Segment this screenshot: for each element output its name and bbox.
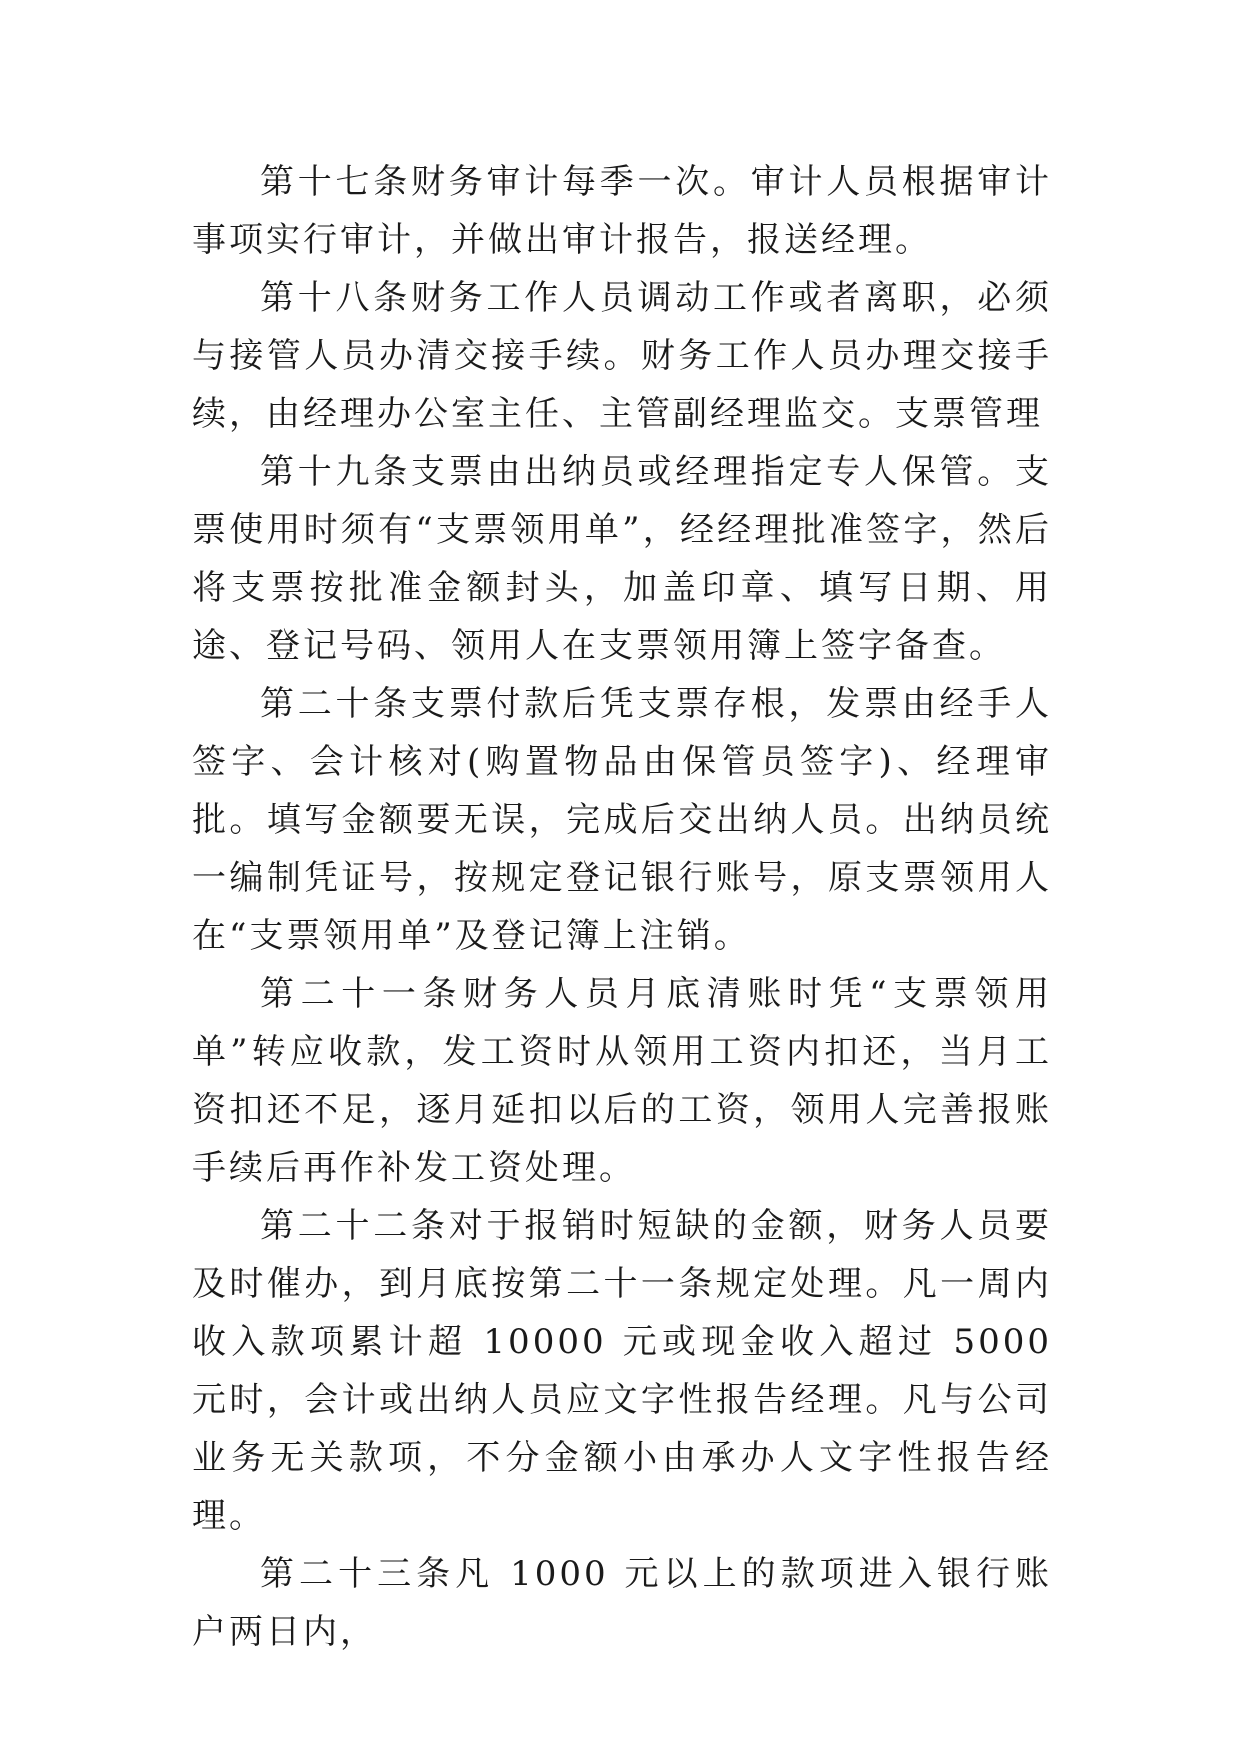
paragraph-article-22: 第二十二条对于报销时短缺的金额，财务人员要及时催办，到月底按第二十一条规定处理。凡一周内收入款项累计超 10000 元或现金收入超过 5000 元时，会计或出纳人员应文字性报告经理。凡与公司业务无关款项，不分金额小由承办人文字性报告经理。 bbox=[192, 1206, 1052, 1536]
paragraph-article-18: 第十八条财务工作人员调动工作或者离职，必须与接管人员办清交接手续。财务工作人员办理交接手续，由经理办公室主任、主管副经理监交。支票管理 bbox=[192, 278, 1052, 434]
paragraph-article-17: 第十七条财务审计每季一次。审计人员根据审计事项实行审计，并做出审计报告，报送经理。 bbox=[192, 162, 1052, 260]
paragraph-article-20: 第二十条支票付款后凭支票存根，发票由经手人签字、会计核对(购置物品由保管员签字)、经理审批。填写金额要无误，完成后交出纳人员。出纳员统一编制凭证号，按规定登记银行账号，原支票领用人在“支票领用单”及登记簿上注销。 bbox=[192, 684, 1052, 956]
paragraph-article-19: 第十九条支票由出纳员或经理指定专人保管。支票使用时须有“支票领用单”，经经理批准签字，然后将支票按批准金额封头，加盖印章、填写日期、用途、登记号码、领用人在支票领用簿上签字备查。 bbox=[192, 452, 1052, 666]
document-body bbox=[192, 153, 1052, 1661]
paragraph-article-21: 第二十一条财务人员月底清账时凭“支票领用单”转应收款，发工资时从领用工资内扣还，当月工资扣还不足，逐月延扣以后的工资，领用人完善报账手续后再作补发工资处理。 bbox=[192, 974, 1052, 1188]
paragraph-article-23: 第二十三条凡 1000 元以上的款项进入银行账户两日内， bbox=[192, 1554, 1052, 1652]
